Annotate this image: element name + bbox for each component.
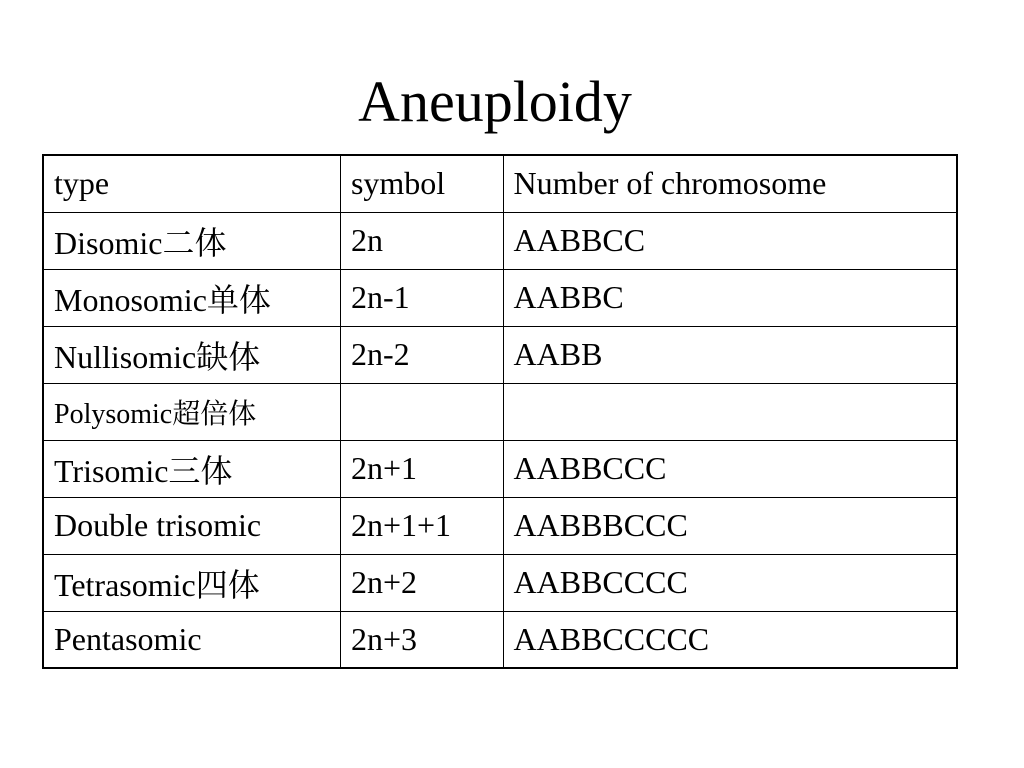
cell-symbol: 2n-2 [340,326,503,383]
cell-symbol: 2n-1 [340,269,503,326]
cell-type: Monosomic单体 [43,269,340,326]
aneuploidy-table [42,154,958,669]
header-symbol: symbol [340,155,503,212]
table-row [43,212,957,269]
table-row [43,554,957,611]
cell-chromosomes: AABBCCCC [503,554,957,611]
cell-type: Double trisomic [43,497,340,554]
cell-chromosomes: AABBCC [503,212,957,269]
cell-symbol: 2n [340,212,503,269]
table-row [43,440,957,497]
cell-chromosomes: AABBCCC [503,440,957,497]
cell-type: Polysomic超倍体 [43,383,340,440]
table-row [43,383,957,440]
cell-type: Pentasomic [43,611,340,668]
table-row [43,497,957,554]
header-number-of-chromosome: Number of chromosome [503,155,957,212]
cell-symbol: 2n+2 [340,554,503,611]
cell-chromosomes [503,383,957,440]
table-row [43,326,957,383]
table-row [43,269,957,326]
slide-title: Aneuploidy [358,69,632,134]
table-header-row [43,155,957,212]
cell-type: Trisomic三体 [43,440,340,497]
cell-symbol: 2n+1+1 [340,497,503,554]
cell-chromosomes: AABBCCCCC [503,611,957,668]
cell-symbol [340,383,503,440]
cell-symbol: 2n+3 [340,611,503,668]
cell-chromosomes: AABBBCCC [503,497,957,554]
cell-chromosomes: AABB [503,326,957,383]
cell-type: Nullisomic缺体 [43,326,340,383]
cell-type: Tetrasomic四体 [43,554,340,611]
header-type: type [43,155,340,212]
cell-type: Disomic二体 [43,212,340,269]
cell-chromosomes: AABBC [503,269,957,326]
table-row [43,611,957,668]
cell-symbol: 2n+1 [340,440,503,497]
